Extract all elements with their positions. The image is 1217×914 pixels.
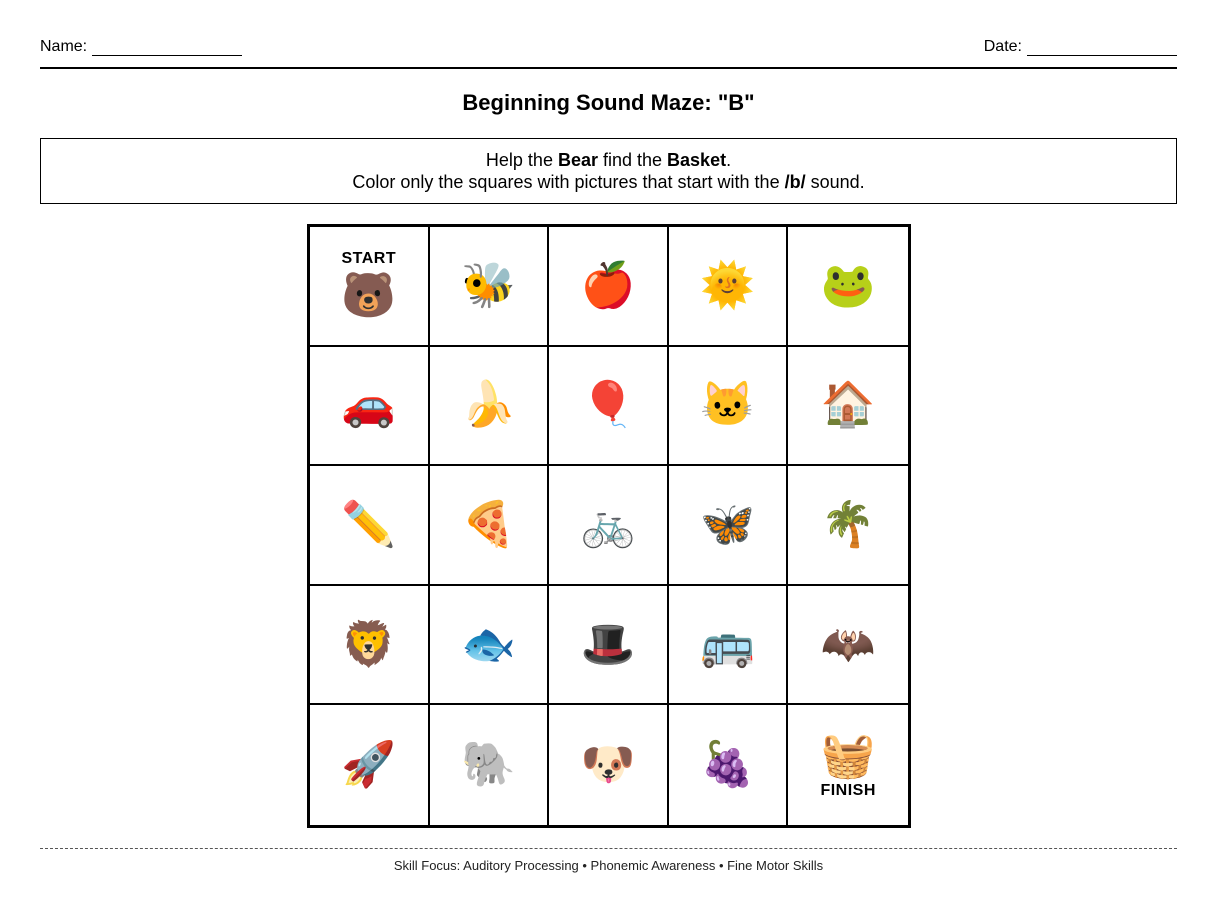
maze-grid bbox=[307, 224, 911, 828]
maze-cell-grapes[interactable] bbox=[669, 705, 789, 825]
date-label: Date: bbox=[983, 38, 1022, 55]
balloon-icon: 🎈 bbox=[580, 380, 636, 430]
name-blank-line[interactable] bbox=[92, 41, 242, 56]
pizza-icon: 🍕 bbox=[460, 499, 516, 549]
maze-cell-elephant[interactable] bbox=[430, 705, 550, 825]
maze-cell-basket[interactable] bbox=[788, 705, 908, 825]
maze-cell-bat[interactable] bbox=[788, 586, 908, 706]
maze-cell-balloon[interactable] bbox=[549, 347, 669, 467]
instr-text: sound. bbox=[805, 172, 865, 192]
maze-cell-rocket[interactable] bbox=[310, 705, 430, 825]
maze-cell-butterfly[interactable] bbox=[669, 466, 789, 586]
fish-icon: 🐟 bbox=[460, 619, 516, 669]
maze-cell-palm-tree[interactable] bbox=[788, 466, 908, 586]
house-icon: 🏠 bbox=[820, 380, 876, 430]
maze-cell-lion[interactable] bbox=[310, 586, 430, 706]
cat-icon: 🐱 bbox=[700, 380, 755, 430]
name-field[interactable] bbox=[40, 38, 242, 56]
date-field[interactable] bbox=[984, 38, 1177, 56]
maze-cell-fish[interactable] bbox=[430, 586, 550, 706]
car-icon: 🚗 bbox=[341, 380, 397, 430]
page-title: Beginning Sound Maze: "B" bbox=[462, 90, 755, 115]
elephant-icon: 🐘 bbox=[460, 740, 516, 790]
footer-skill-focus: Skill Focus: Auditory Processing • Phonemic Awareness • Fine Motor Skills bbox=[393, 858, 824, 873]
date-blank-line[interactable] bbox=[1027, 41, 1177, 56]
instructions-box bbox=[40, 138, 1177, 204]
bat-icon: 🦇 bbox=[820, 619, 876, 669]
maze-cell-pencil[interactable] bbox=[310, 466, 430, 586]
instr-text: find the bbox=[597, 150, 668, 170]
maze-cell-dog[interactable] bbox=[549, 705, 669, 825]
instr-bear: Bear bbox=[557, 150, 598, 170]
maze-cell-frog[interactable] bbox=[788, 227, 908, 347]
instructions-line-1 bbox=[41, 149, 1176, 171]
header-row bbox=[40, 38, 1177, 60]
instr-text: . bbox=[726, 150, 732, 170]
maze-cell-bus[interactable] bbox=[669, 586, 789, 706]
instr-basket: Basket bbox=[667, 150, 727, 170]
dog-icon: 🐶 bbox=[580, 740, 636, 790]
instr-text: Color only the squares with pictures that start with the bbox=[352, 172, 785, 192]
maze-cell-cat[interactable] bbox=[669, 347, 789, 467]
lion-icon: 🦁 bbox=[341, 619, 397, 669]
bicycle-icon: 🚲 bbox=[580, 499, 636, 549]
rocket-icon: 🚀 bbox=[341, 740, 397, 790]
bee-icon: 🐝 bbox=[460, 260, 516, 310]
palm-tree-icon: 🌴 bbox=[820, 499, 876, 549]
pencil-icon: ✏️ bbox=[341, 499, 397, 549]
instr-text: Help the bbox=[485, 150, 558, 170]
apple-icon: 🍎 bbox=[580, 260, 636, 310]
frog-icon: 🐸 bbox=[820, 260, 876, 310]
maze-cell-hat[interactable] bbox=[549, 586, 669, 706]
maze-cell-bear[interactable] bbox=[310, 227, 430, 347]
maze-cell-sun[interactable] bbox=[669, 227, 789, 347]
sun-icon: 🌞 bbox=[700, 260, 755, 310]
instructions-line-2 bbox=[41, 171, 1176, 193]
maze-cell-apple[interactable] bbox=[549, 227, 669, 347]
maze-cell-house[interactable] bbox=[788, 347, 908, 467]
maze-cell-pizza[interactable] bbox=[430, 466, 550, 586]
bus-icon: 🚌 bbox=[700, 619, 755, 669]
name-label: Name: bbox=[40, 38, 88, 55]
banana-icon: 🍌 bbox=[460, 380, 516, 430]
maze-cell-bicycle[interactable] bbox=[549, 466, 669, 586]
maze-cell-car[interactable] bbox=[310, 347, 430, 467]
basket-icon: 🧺 bbox=[820, 731, 876, 781]
hat-icon: 🎩 bbox=[580, 619, 636, 669]
finish-label: FINISH bbox=[820, 782, 876, 800]
start-label: START bbox=[341, 249, 397, 267]
maze-cell-bee[interactable] bbox=[430, 227, 550, 347]
header-divider bbox=[40, 67, 1177, 69]
grapes-icon: 🍇 bbox=[700, 740, 755, 790]
maze-cell-banana[interactable] bbox=[430, 347, 550, 467]
bear-icon: 🐻 bbox=[341, 270, 397, 320]
instr-sound: /b/ bbox=[784, 172, 806, 192]
footer-divider bbox=[40, 848, 1177, 849]
butterfly-icon: 🦋 bbox=[700, 499, 755, 549]
